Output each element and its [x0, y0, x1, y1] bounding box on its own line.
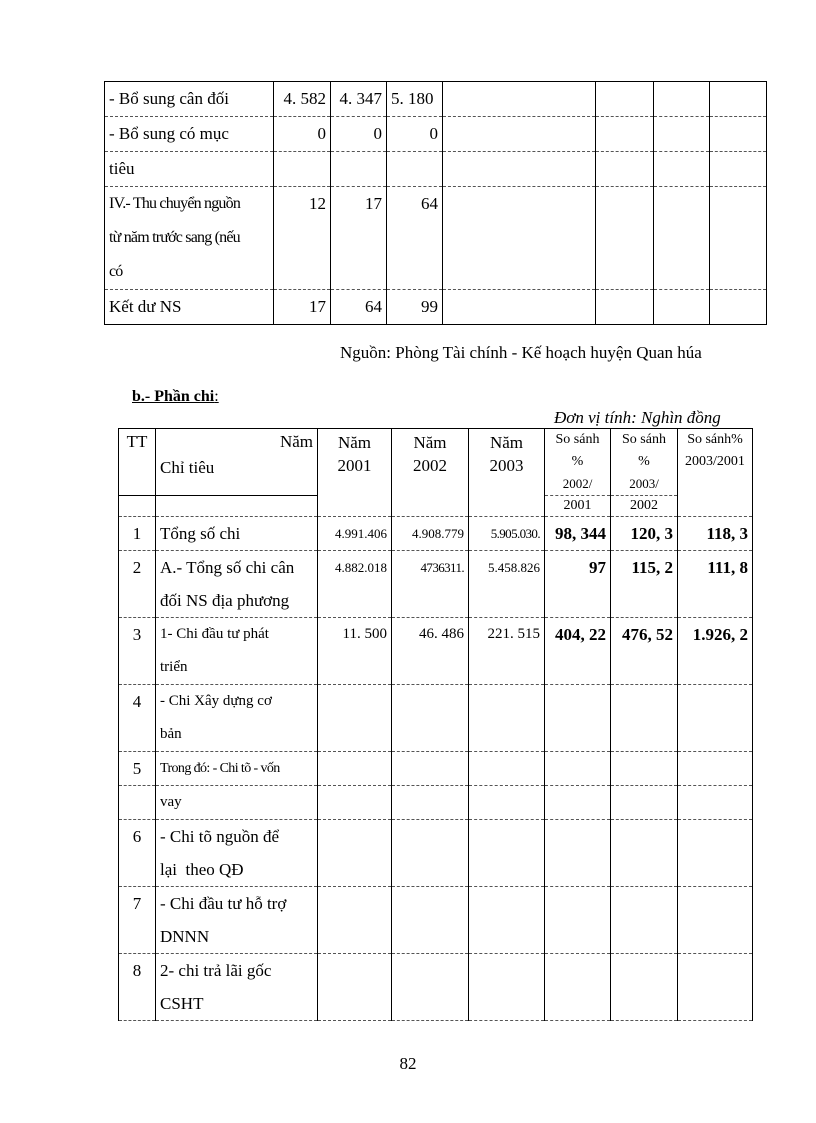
row-label: - Bổ sung có mục — [105, 117, 274, 152]
header-compare-2002-2001 — [545, 429, 611, 496]
table-row — [105, 117, 767, 152]
header-tt: TT — [119, 429, 156, 496]
header-year-label: Năm — [337, 433, 372, 452]
row-label: Tổng số chi — [156, 517, 318, 551]
row-label: Kết dư NS — [105, 290, 274, 325]
row-label — [156, 820, 318, 887]
header-indicator — [156, 429, 318, 496]
value-2001: 11. 500 — [318, 618, 392, 685]
label-line: 2- chi trả lãi gốc — [160, 961, 272, 980]
header-nam: Năm — [279, 432, 313, 451]
section-heading-colon: : — [214, 388, 219, 405]
value-2003: 0 — [387, 117, 443, 152]
value-2003: 99 — [387, 290, 443, 325]
value-2003: 64 — [387, 187, 443, 290]
page-number: 82 — [399, 1054, 417, 1073]
source-note: Nguồn: Phòng Tài chính - Kế hoạch huyện Quan húa — [340, 343, 702, 362]
compare-2002-2001: 98, 344 — [545, 517, 611, 551]
label-line: - Chi tõ nguồn để — [160, 827, 279, 846]
value-2002: 4. 347 — [331, 82, 387, 117]
header-compare-2003-2002 — [611, 429, 678, 496]
header-line: % — [638, 454, 650, 469]
value-2001: 0 — [274, 117, 331, 152]
expenditure-table — [118, 428, 753, 1021]
row-label: tiêu — [105, 152, 274, 187]
value-2001: 4. 582 — [274, 82, 331, 117]
header-line: 2002/ — [562, 476, 593, 491]
compare-2003-2002: 120, 3 — [611, 517, 678, 551]
row-tt: 1 — [119, 517, 156, 551]
compare-2002-2001: 404, 22 — [545, 618, 611, 685]
header-year-value: 2002 — [413, 456, 447, 475]
value-2003: 5.905.030. — [469, 517, 545, 551]
table-row — [119, 887, 753, 954]
table-row — [119, 618, 753, 685]
header-compare-2003-2001 — [678, 429, 753, 496]
header-row — [119, 429, 753, 496]
compare-2003-2002: 476, 52 — [611, 618, 678, 685]
header-year-2001 — [318, 429, 392, 496]
header-chi-tieu: Chỉ tiêu — [160, 458, 215, 477]
header-year-2003 — [469, 429, 545, 496]
compare-2002-2001: 97 — [545, 551, 611, 618]
label-line: CSHT — [160, 994, 204, 1013]
header-year-label: Năm — [489, 433, 524, 452]
table-row — [119, 786, 753, 820]
header-line: So sánh — [555, 432, 600, 447]
section-heading-text: b.- Phần chi — [132, 388, 215, 405]
table-row — [119, 551, 753, 618]
compare-2003-2001: 118, 3 — [678, 517, 753, 551]
row-label: Trong đó: - Chi tõ - vốn — [156, 752, 318, 786]
revenue-table — [104, 81, 767, 325]
value-2003: 221. 515 — [469, 618, 545, 685]
section-heading — [132, 388, 219, 406]
table-row — [105, 187, 767, 290]
compare-2003-2001: 1.926, 2 — [678, 618, 753, 685]
label-line: IV.- Thu chuyển nguồn — [109, 195, 241, 212]
label-line: đối NS địa phương — [160, 591, 290, 610]
header-line: So sánh — [622, 432, 666, 447]
value-2002: 0 — [331, 117, 387, 152]
label-line: từ năm trước sang (nếu — [109, 229, 240, 246]
label-line: - Chi đầu tư hỗ trợ — [160, 894, 287, 913]
table-row — [105, 152, 767, 187]
label-line: lại theo QĐ — [160, 860, 244, 879]
value-2002: 4.908.779 — [392, 517, 469, 551]
table-row — [119, 752, 753, 786]
value-2002: 4736311. — [392, 551, 469, 618]
table-row — [119, 685, 753, 752]
row-tt: 6 — [119, 820, 156, 887]
table-row — [119, 820, 753, 887]
compare-2003-2002: 115, 2 — [611, 551, 678, 618]
table-row — [105, 82, 767, 117]
header-year-2002 — [392, 429, 469, 496]
row-label — [156, 954, 318, 1021]
label-line: 1- Chi đầu tư phát — [160, 626, 269, 642]
label-line: DNNN — [160, 927, 210, 946]
value-2001: 4.991.406 — [318, 517, 392, 551]
row-tt: 2 — [119, 551, 156, 618]
row-label: vay — [156, 786, 318, 820]
row-tt: 5 — [119, 752, 156, 786]
row-tt: 3 — [119, 618, 156, 685]
compare-2003-2001: 111, 8 — [678, 551, 753, 618]
header-year-label: Năm — [413, 433, 447, 452]
value-2003: 5.458.826 — [469, 551, 545, 618]
value-2002: 17 — [331, 187, 387, 290]
unit-note: Đơn vị tính: Nghìn đồng — [554, 408, 721, 427]
label-line: - Chi Xây dựng cơ — [160, 693, 272, 709]
header-line: 2003/2001 — [685, 454, 745, 469]
row-tt — [119, 786, 156, 820]
header-line: % — [571, 454, 584, 469]
value-2002: 46. 486 — [392, 618, 469, 685]
header-line: 2002 — [611, 496, 678, 517]
header-row-2 — [119, 496, 753, 517]
value-2003: 5. 180 — [387, 82, 443, 117]
label-line: triển — [160, 659, 188, 675]
value-2001: 17 — [274, 290, 331, 325]
value-2001: 12 — [274, 187, 331, 290]
header-year-value: 2003 — [489, 456, 524, 475]
table-row — [119, 517, 753, 551]
row-tt: 7 — [119, 887, 156, 954]
header-year-value: 2001 — [337, 456, 372, 475]
row-label — [156, 887, 318, 954]
header-line: So sánh% — [687, 432, 743, 447]
label-line: A.- Tổng số chi cân — [160, 558, 295, 577]
table-row — [119, 954, 753, 1021]
row-label — [156, 685, 318, 752]
label-line: bản — [160, 726, 182, 742]
header-line: 2001 — [545, 496, 611, 517]
row-label: - Bổ sung cân đối — [105, 82, 274, 117]
table-row — [105, 290, 767, 325]
row-label — [105, 187, 274, 290]
row-label — [156, 551, 318, 618]
row-tt: 8 — [119, 954, 156, 1021]
row-label — [156, 618, 318, 685]
label-line: có — [109, 263, 123, 280]
header-line: 2003/ — [629, 476, 659, 491]
value-2002: 64 — [331, 290, 387, 325]
value-2001: 4.882.018 — [318, 551, 392, 618]
row-tt: 4 — [119, 685, 156, 752]
